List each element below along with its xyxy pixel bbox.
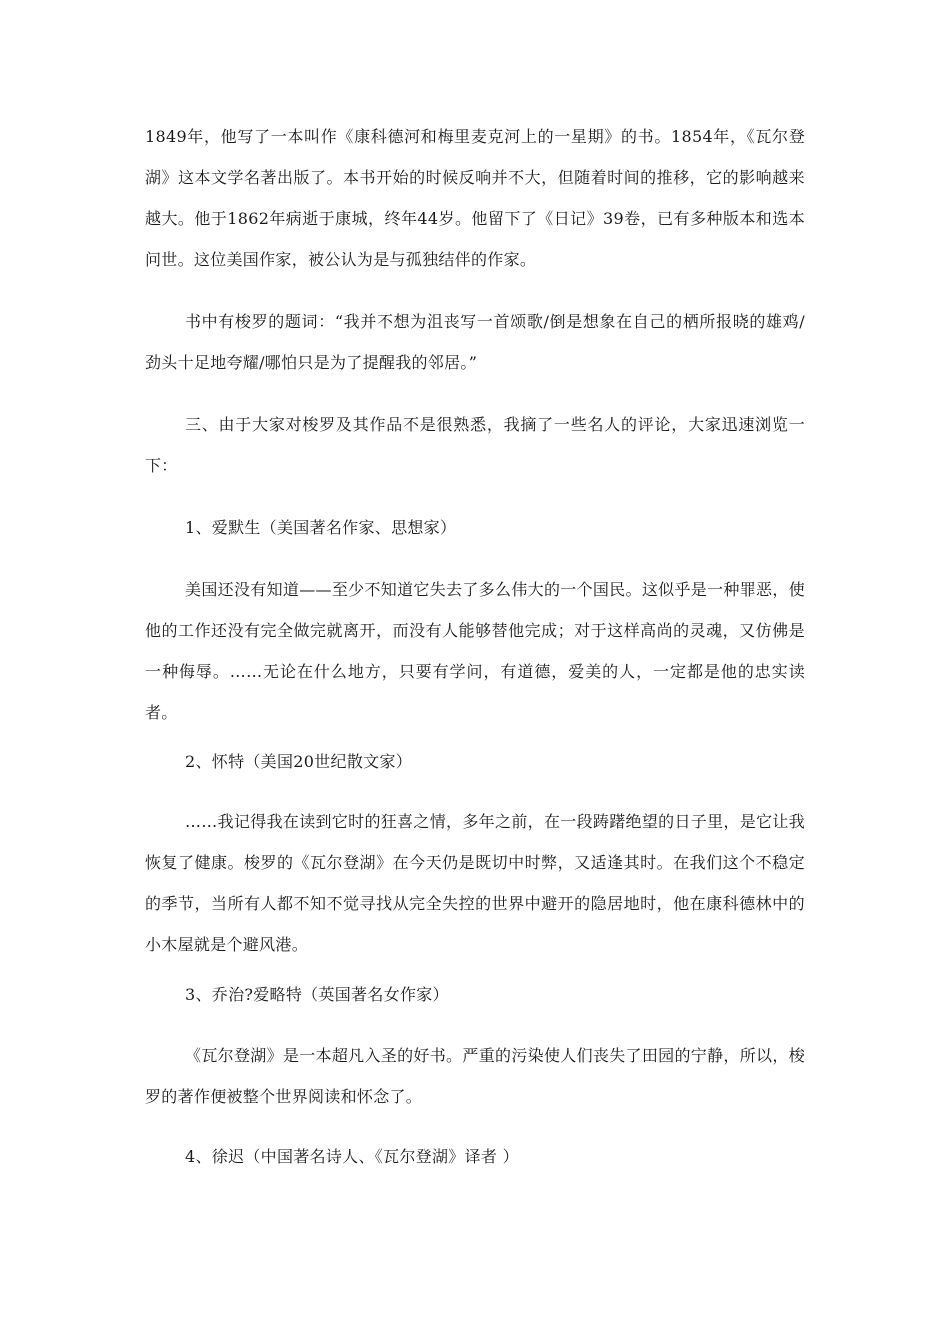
paragraph-george-eliot-quote: 《瓦尔登湖》是一本超凡入圣的好书。严重的污染使人们丧失了田园的宁静，所以，梭罗的著作便被整个世界阅读和怀念了。 (145, 1046, 805, 1106)
paragraph-thoreau-biography: 1849年，他写了一本叫作《康科德河和梅里麦克河上的一星期》的书。1854年，《瓦尔登湖》这本文学名著出版了。本书开始的时候反响并不大，但随着时间的推移，它的影响越来越大。他于1862年病逝于康城，终年44岁。他留下了《日记》39卷，已有多种版本和选本问世。这位美国作家，被公认为是与孤独结伴的作家。 (145, 127, 805, 269)
paragraph-book-epigraph: 书中有梭罗的题词：“我并不想为沮丧写一首颂歌/倒是想象在自己的栖所报晓的雄鸡/劲头十足地夸耀/哪怕只是为了提醒我的邻居。” (145, 312, 805, 372)
heading-xu-chi: 4、徐迟（中国著名诗人、《瓦尔登湖》译者 ） (185, 1147, 519, 1166)
heading-emerson: 1、爱默生（美国著名作家、思想家） (185, 518, 457, 537)
paragraph-white-quote: ……我记得我在读到它时的狂喜之情，多年之前，在一段踌躇绝望的日子里，是它让我恢复了健康。梭罗的《瓦尔登湖》在今天仍是既切中时弊，又适逢其时。在我们这个不稳定的季节，当所有人都不知不觉寻找从完全失控的世界中避开的隐居地时，他在康科德林中的小木屋就是个避风港。 (145, 812, 805, 954)
paragraph-emerson-quote: 美国还没有知道——至少不知道它失去了多么伟大的一个国民。这似乎是一种罪恶，使他的工作还没有完全做完就离开，而没有人能够替他完成；对于这样高尚的灵魂，又仿佛是一种侮辱。……无论在什么地方，只要有学问，有道德，爱美的人，一定都是他的忠实读者。 (145, 580, 805, 722)
heading-george-eliot: 3、乔治?爱略特（英国著名女作家） (185, 985, 449, 1004)
paragraph-section-three-intro: 三、由于大家对梭罗及其作品不是很熟悉，我摘了一些名人的评论，大家迅速浏览一下： (145, 415, 805, 475)
heading-white: 2、怀特（美国20世纪散文家） (185, 752, 413, 771)
